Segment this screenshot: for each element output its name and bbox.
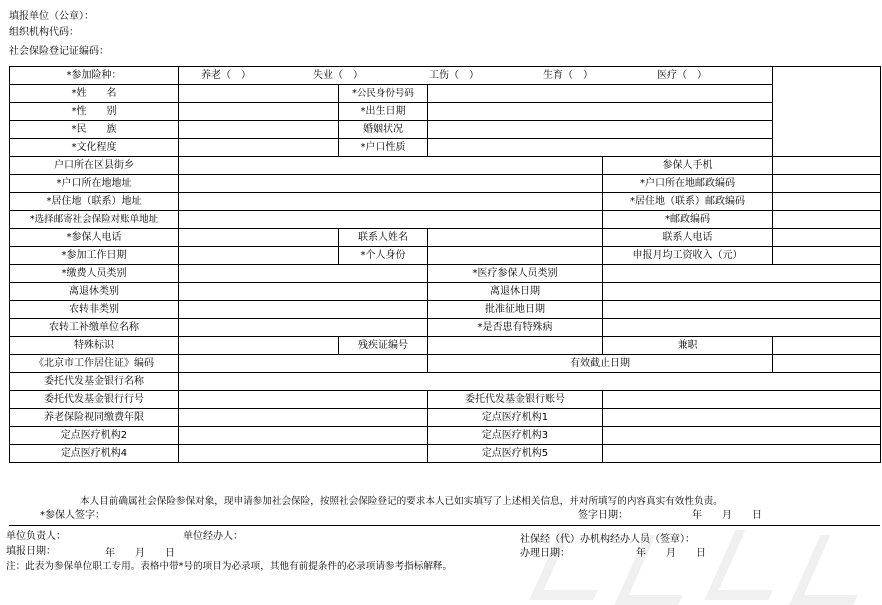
field-retire-category[interactable] <box>179 283 428 301</box>
field-hospital1[interactable] <box>603 409 881 427</box>
field-bank-code[interactable] <box>179 391 428 409</box>
field-payer-category[interactable] <box>179 265 428 283</box>
label-postcode: *邮政编码 <box>603 211 773 229</box>
agency-handler-label: 社保经（代）办机构经办人员（签章）： <box>520 534 695 545</box>
label-medical-category: *医疗参保人员类别 <box>428 265 603 283</box>
insurance-label: *参加险种： <box>10 67 179 85</box>
insurance-option-medical[interactable]: 医疗（ ） <box>657 69 707 81</box>
table-row <box>10 247 881 265</box>
field-bank-name[interactable] <box>179 373 881 391</box>
field-retire-date[interactable] <box>603 283 881 301</box>
label-hospital5: 定点医疗机构5 <box>428 445 603 463</box>
field-bank-account[interactable] <box>603 391 881 409</box>
declaration-text: 本人目前确属社会保险参保对象，现申请参加社会保险，按照社会保险登记的要求本人已如实填写了上述相关信息，并对所填写的内容真实有效性负责。 <box>80 496 723 507</box>
field-hospital4[interactable] <box>179 445 428 463</box>
field-gender[interactable] <box>179 103 339 121</box>
field-hukou-postcode[interactable] <box>773 175 881 193</box>
label-hukou-address: *户口所在地地址 <box>10 175 179 193</box>
label-residence-postcode: *居住地（联系）邮政编码 <box>603 193 773 211</box>
insurance-option-injury[interactable]: 工伤（ ） <box>429 69 479 81</box>
label-migrant-supplement: 农转工补缴单位名称 <box>10 319 179 337</box>
label-residence-address: *居住地（联系）地址 <box>10 193 179 211</box>
field-residence-address[interactable] <box>179 193 603 211</box>
watermark-mark <box>789 535 882 605</box>
photo-area <box>773 67 881 157</box>
field-nonfarm-category[interactable] <box>179 301 428 319</box>
label-contact-name: 联系人姓名 <box>339 229 428 247</box>
label-payer-category: *缴费人员类别 <box>10 265 179 283</box>
field-hukou-district[interactable] <box>179 157 603 175</box>
sign-date-label: 签字日期： <box>578 510 628 521</box>
label-retire-date: 离退休日期 <box>428 283 603 301</box>
table-row <box>10 427 881 445</box>
insured-signature-label: *参保人签字： <box>40 510 105 521</box>
table-row <box>10 319 881 337</box>
process-date-label: 办理日期： <box>520 548 570 559</box>
field-name[interactable] <box>179 85 339 103</box>
label-monthly-wage: 申报月均工资收入（元） <box>603 247 773 265</box>
field-hospital3[interactable] <box>603 427 881 445</box>
field-postcode[interactable] <box>773 211 881 229</box>
field-pension-years[interactable] <box>179 409 428 427</box>
insurance-option-pension[interactable]: 养老（ ） <box>201 69 251 81</box>
registration-form-table <box>9 66 881 463</box>
field-contact-name[interactable] <box>428 229 603 247</box>
label-contact-phone: 联系人电话 <box>603 229 773 247</box>
label-part-time: 兼职 <box>603 337 773 355</box>
table-row <box>10 67 881 85</box>
label-special-mark: 特殊标识 <box>10 337 179 355</box>
table-row <box>10 265 881 283</box>
label-special-disease: *是否患有特殊病 <box>428 319 603 337</box>
field-hukou-address[interactable] <box>179 175 603 193</box>
label-education: *文化程度 <box>10 139 179 157</box>
table-row <box>10 445 881 463</box>
label-pension-years: 养老保险视同缴费年限 <box>10 409 179 427</box>
label-personal-status: *个人身份 <box>339 247 428 265</box>
header-org-code: 组织机构代码： <box>9 27 79 38</box>
field-medical-category[interactable] <box>603 265 881 283</box>
label-id-number: *公民身份号码 <box>339 85 428 103</box>
field-special-disease[interactable] <box>603 319 881 337</box>
label-nonfarm-category: 农转非类别 <box>10 301 179 319</box>
table-row <box>10 355 881 373</box>
table-row <box>10 229 881 247</box>
label-bank-code: 委托代发基金银行行号 <box>10 391 179 409</box>
footer-note: 注：此表为参保单位职工专用。表格中带*号的项目为必录项，其他有前提条件的必录项请参考指标解释。 <box>6 561 453 572</box>
table-row <box>10 301 881 319</box>
table-row <box>10 139 881 157</box>
field-mobile[interactable] <box>773 157 881 175</box>
field-hukou-type[interactable] <box>428 139 773 157</box>
field-statement-address[interactable] <box>179 211 603 229</box>
insurance-option-maternity[interactable]: 生育（ ） <box>543 69 593 81</box>
field-work-permit[interactable] <box>179 355 428 373</box>
table-row <box>10 121 881 139</box>
header-ss-reg-code: 社会保险登记证编码： <box>9 46 109 57</box>
field-land-approval-date[interactable] <box>603 301 881 319</box>
field-marital[interactable] <box>428 121 773 139</box>
field-ethnicity[interactable] <box>179 121 339 139</box>
label-hospital4: 定点医疗机构4 <box>10 445 179 463</box>
field-birth-date[interactable] <box>428 103 773 121</box>
label-hukou-district: 户口所在区县街乡 <box>10 157 179 175</box>
field-migrant-supplement[interactable] <box>179 319 428 337</box>
header-unit: 填报单位（公章）： <box>9 11 94 22</box>
label-mobile: 参保人手机 <box>603 157 773 175</box>
label-bank-name: 委托代发基金银行名称 <box>10 373 179 391</box>
label-hukou-postcode: *户口所在地邮政编码 <box>603 175 773 193</box>
table-row <box>10 157 881 175</box>
label-name: *姓 名 <box>10 85 179 103</box>
field-hospital2[interactable] <box>179 427 428 445</box>
label-ethnicity: *民 族 <box>10 121 179 139</box>
field-phone[interactable] <box>179 229 339 247</box>
field-work-start[interactable] <box>179 247 339 265</box>
table-row <box>10 175 881 193</box>
fill-date-blank[interactable]: 年 月 日 <box>105 548 175 559</box>
unit-leader-label: 单位负责人： <box>6 531 66 542</box>
insurance-options <box>179 67 773 85</box>
table-row <box>10 409 881 427</box>
insurance-option-unemployment[interactable]: 失业（ ） <box>313 69 363 81</box>
label-valid-until: 有效截止日期 <box>428 355 773 373</box>
field-education[interactable] <box>179 139 339 157</box>
table-row <box>10 211 881 229</box>
table-row <box>10 391 881 409</box>
field-residence-postcode[interactable] <box>773 193 881 211</box>
label-statement-address: *选择邮寄社会保险对账单地址 <box>10 211 179 229</box>
field-hospital5[interactable] <box>603 445 881 463</box>
table-row <box>10 337 881 355</box>
field-disability-no[interactable] <box>428 337 603 355</box>
fill-date-label: 填报日期： <box>6 546 56 557</box>
divider-line <box>9 525 880 526</box>
field-personal-status[interactable] <box>428 247 603 265</box>
field-monthly-wage[interactable] <box>773 247 881 265</box>
table-row <box>10 103 881 121</box>
label-land-approval-date: 批准征地日期 <box>428 301 603 319</box>
table-row <box>10 85 881 103</box>
unit-handler-label: 单位经办人： <box>183 531 243 542</box>
label-gender: *性 别 <box>10 103 179 121</box>
label-marital: 婚姻状况 <box>339 121 428 139</box>
table-row <box>10 193 881 211</box>
field-id-number[interactable] <box>428 85 773 103</box>
sign-date-blank[interactable]: 年 月 日 <box>692 510 762 521</box>
field-contact-phone[interactable] <box>773 229 881 247</box>
field-valid-until[interactable] <box>773 355 881 373</box>
label-work-permit: 《北京市工作居住证》编码 <box>10 355 179 373</box>
table-row <box>10 373 881 391</box>
label-disability-no: 残疾证编号 <box>339 337 428 355</box>
label-work-start: *参加工作日期 <box>10 247 179 265</box>
table-row <box>10 283 881 301</box>
label-hospital3: 定点医疗机构3 <box>428 427 603 445</box>
label-hospital2: 定点医疗机构2 <box>10 427 179 445</box>
label-retire-category: 离退休类别 <box>10 283 179 301</box>
label-birth-date: *出生日期 <box>339 103 428 121</box>
field-part-time[interactable] <box>773 337 881 355</box>
label-hospital1: 定点医疗机构1 <box>428 409 603 427</box>
label-phone: *参保人电话 <box>10 229 179 247</box>
label-bank-account: 委托代发基金银行账号 <box>428 391 603 409</box>
process-date-blank[interactable]: 年 月 日 <box>636 548 706 559</box>
field-special-mark[interactable] <box>179 337 339 355</box>
label-hukou-type: *户口性质 <box>339 139 428 157</box>
